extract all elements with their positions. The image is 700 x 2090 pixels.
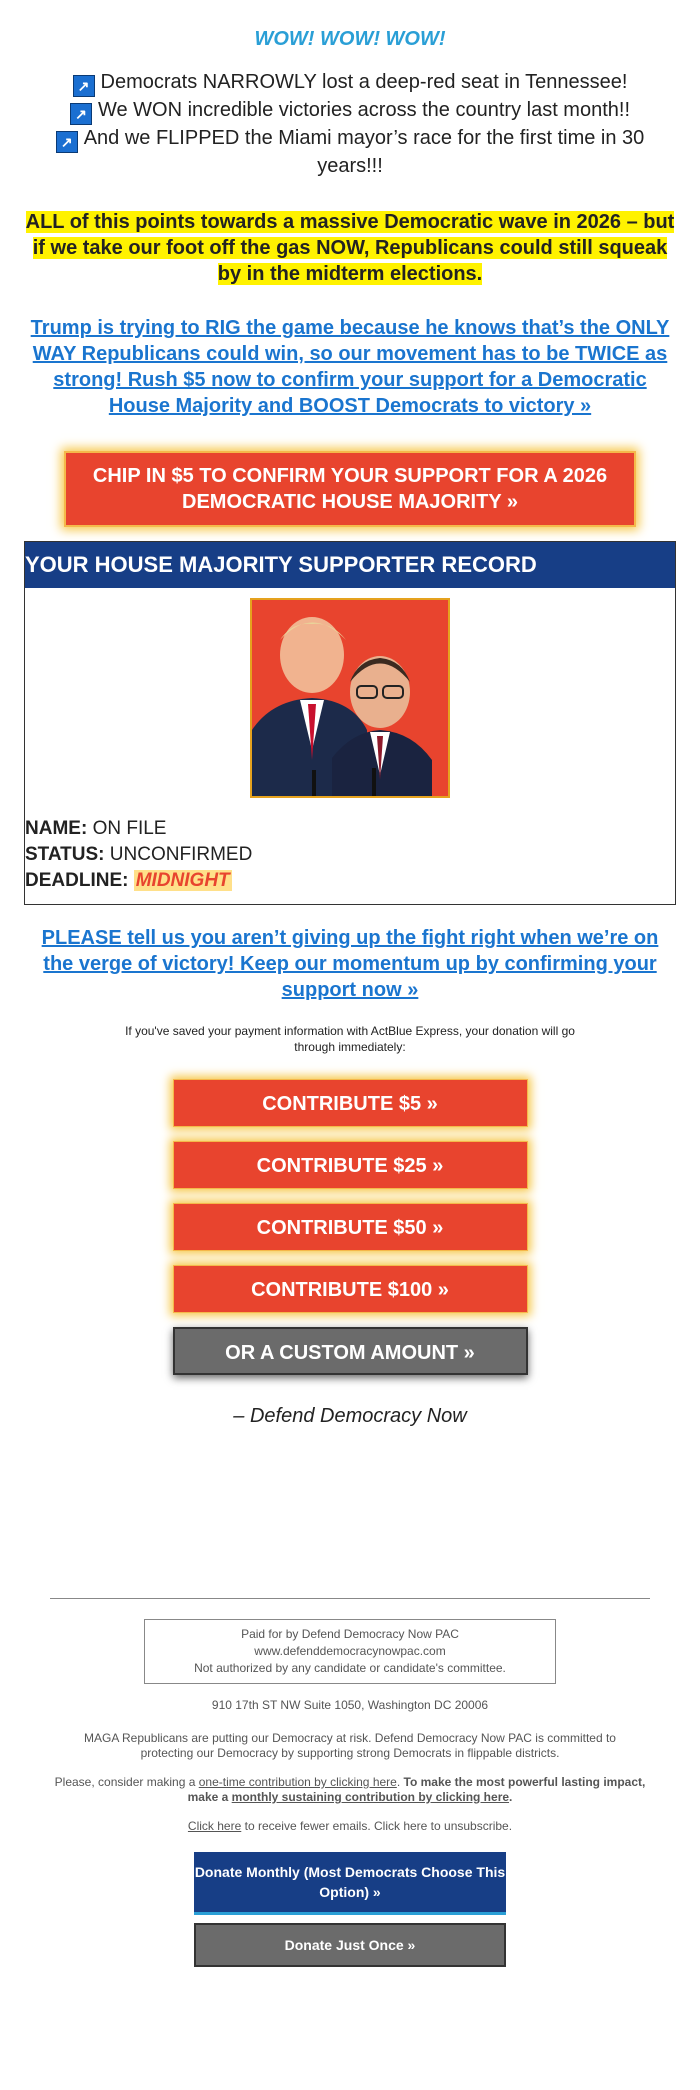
- contribute-5-button[interactable]: CONTRIBUTE $5 »: [173, 1079, 528, 1127]
- name-value: ON FILE: [92, 818, 167, 839]
- please-confirm-link[interactable]: PLEASE tell us you aren’t giving up the fight right when we’re on the verge of victory! Keep our momentum up by confirming your support now »: [41, 927, 659, 1001]
- list-item: ↗ Democrats NARROWLY lost a deep-red seat in Tennessee!: [25, 69, 675, 97]
- paid-for-box: Paid for by Defend Democracy Now PAC www.defenddemocracynowpac.com Not authorized by any candidate or candidate's committee.: [144, 1619, 556, 1684]
- address: 910 17th ST NW Suite 1050, Washington DC 20006: [211, 1698, 489, 1712]
- list-item: ↗ And we FLIPPED the Miami mayor’s race for the first time in 30 years!!!: [25, 125, 675, 179]
- status-value: UNCONFIRMED: [109, 844, 253, 865]
- arrow-up-right-icon: ↗: [56, 131, 78, 153]
- actblue-note: If you've saved your payment information with ActBlue Express, your donation will go through immediately:: [125, 1024, 575, 1054]
- donate-monthly-button[interactable]: Donate Monthly (Most Democrats Choose This Option) »: [194, 1852, 506, 1915]
- one-time-contribution-link[interactable]: one-time contribution by clicking here: [198, 1775, 397, 1789]
- name-label: NAME:: [25, 818, 88, 839]
- monthly-contribution-link[interactable]: monthly sustaining contribution by clicking here: [231, 1790, 510, 1804]
- consider-paragraph: Please, consider making a one-time contribution by clicking here. To make the most powerful lasting impact, make a monthly sustaining contribution by clicking here.: [54, 1775, 646, 1804]
- contribute-50-button[interactable]: CONTRIBUTE $50 »: [173, 1203, 528, 1251]
- rig-donate-link[interactable]: Trump is trying to RIG the game because he knows that’s the ONLY WAY Republicans could win, so our movement has to be TWICE as strong! Rush $5 now to confirm your support for a Democratic House Majority and BOOST Democrats to victory »: [30, 317, 670, 417]
- chip-in-5-button[interactable]: CHIP IN $5 TO CONFIRM YOUR SUPPORT FOR A 2026 DEMOCRATIC HOUSE MAJORITY »: [64, 451, 636, 527]
- donate-once-button[interactable]: Donate Just Once »: [194, 1923, 506, 1967]
- bullet-list: [25, 69, 675, 179]
- record-info: [25, 816, 675, 894]
- deadline-value: MIDNIGHT: [135, 870, 230, 891]
- contribute-100-button[interactable]: CONTRIBUTE $100 »: [173, 1265, 528, 1313]
- record-title: YOUR HOUSE MAJORITY SUPPORTER RECORD: [25, 542, 675, 588]
- supporter-record: [24, 541, 676, 905]
- status-label: STATUS:: [25, 844, 105, 865]
- arrow-up-right-icon: ↗: [73, 75, 95, 97]
- list-item: ↗ We WON incredible victories across the country last month!!: [25, 97, 675, 125]
- photo-illustration: [252, 600, 448, 796]
- mission-statement: MAGA Republicans are putting our Democracy at risk. Defend Democracy Now PAC is committed to protecting our Democracy by supporting strong Democrats in flippable districts.: [84, 1731, 616, 1760]
- arrow-up-right-icon: ↗: [70, 103, 92, 125]
- candidates-photo: [250, 598, 450, 798]
- contribute-25-button[interactable]: CONTRIBUTE $25 »: [173, 1141, 528, 1189]
- fewer-emails-link[interactable]: Click here: [187, 1819, 242, 1833]
- headline: WOW! WOW! WOW!: [254, 28, 446, 50]
- divider: [50, 1598, 650, 1599]
- highlight-paragraph: ALL of this points towards a massive Democratic wave in 2026 – but if we take our foot off the gas NOW, Republicans could still squeak by in the midterm elections.: [25, 211, 675, 285]
- custom-amount-button[interactable]: OR A CUSTOM AMOUNT »: [173, 1327, 528, 1375]
- deadline-label: DEADLINE:: [25, 870, 129, 891]
- email-preferences: Click here to receive fewer emails. Click here to unsubscribe.: [187, 1819, 513, 1833]
- signature: – Defend Democracy Now: [233, 1405, 467, 1427]
